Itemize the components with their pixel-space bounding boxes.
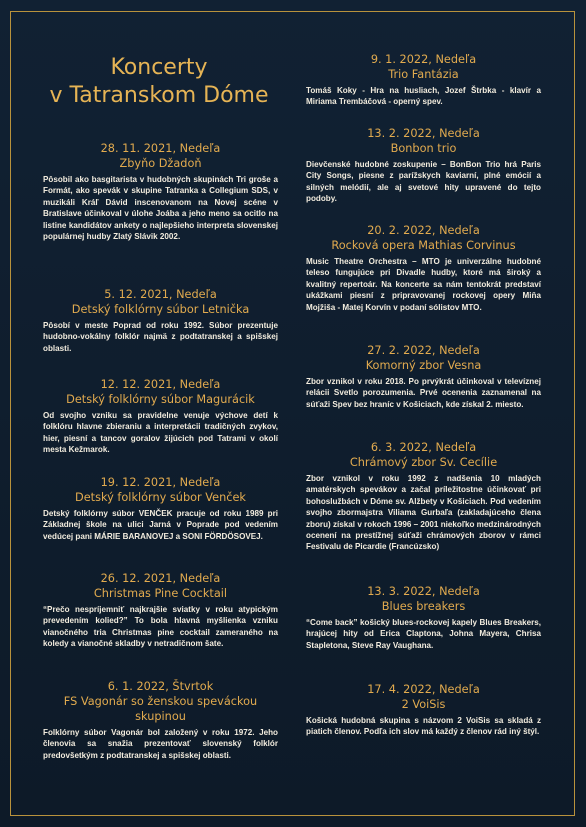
- event-description: Od svojho vzniku sa pravidelne venuje výchove detí k folklóru hlavne zbieraniu a interpretácii tradičných zvykov, hier, piesní a tancov goralov žijúcich pod Tatrami v okolí mesta Kežmarok.: [43, 411, 278, 455]
- event-description: Tomáš Koky - Hra na husliach, Jozef Štrbka - klavír a Miriama Trembáčová - operný spev.: [306, 86, 541, 107]
- event-performer: Detský folklórny súbor Magurácik: [66, 393, 255, 406]
- event-date: 20. 2. 2022, Nedeľa: [367, 224, 480, 237]
- event-letnicka: [43, 287, 278, 354]
- title-line-2: v Tatranskom Dóme: [49, 83, 269, 108]
- event-performer: Chrámový zbor Sv. Cecílie: [349, 456, 498, 469]
- event-zbor-cecilie: [306, 440, 541, 553]
- event-description: “Come back” košický blues-rockovej kapely Blues Breakers, hrajúcej hity od Erica Claptona, Johna Mayera, Chrisa Stapletona, Steve Ray Vaughana.: [306, 618, 541, 650]
- event-trio-fantazia: [306, 52, 541, 108]
- event-performer: Zbyňo Džadoň: [119, 157, 202, 170]
- event-zbyno-dzadon: [43, 141, 278, 242]
- page-title: [28, 54, 290, 110]
- event-date: 6. 3. 2022, Nedeľa: [370, 441, 477, 454]
- event-description: Dievčenské hudobné zoskupenie – BonBon Trio hrá Paris City Songs, piesne z parížskych kaviarní, plné emócií a silných melódií, ale aj svetové hity upravené do tejto podoby.: [306, 160, 541, 204]
- event-performer: Detský folklórny súbor Letnička: [71, 303, 250, 316]
- event-description: “Prečo nespríjemniť najkrajšie sviatky v roku atypickým prevedením kolied?” To bola hlavná myšlienka vzniku vianočného tria Christmas pine cocktail zameraného na koledy a vianočné skladby v netradičnom šate.: [43, 605, 278, 649]
- event-blues-breakers: [306, 584, 541, 651]
- event-date: 26. 12. 2021, Nedeľa: [100, 572, 221, 585]
- event-description: Košická hudobná skupina s názvom 2 VoiSis sa skladá z piatich členov. Podľa ich slov má každý z členov rád iný štýl.: [306, 716, 541, 737]
- event-description: Pôsobil ako basgitarista v hudobných skupinách Tri groše a Formát, ako spevák v skupine Tatranka a Collegium SDS, v muzikáli Kráľ Dávid inscenovanom na Novej scéne v Bratislave účinkoval v úlohe Joába a jeho meno sa ocitlo na listine kandidátov ankety o najlepšieho interpreta slovenskej populárnej hudby Zlatý Slávik 2002.: [43, 175, 278, 242]
- event-performer: Blues breakers: [381, 600, 466, 613]
- event-christmas-pine-cocktail: [43, 571, 278, 650]
- event-date: 13. 3. 2022, Nedeľa: [367, 585, 480, 598]
- event-date: 9. 1. 2022, Nedeľa: [370, 53, 477, 66]
- event-performer: Christmas Pine Cocktail: [93, 587, 228, 600]
- event-date: 6. 1. 2022, Štvrtok: [107, 680, 214, 693]
- event-date: 27. 2. 2022, Nedeľa: [367, 344, 480, 357]
- event-description: Zbor vznikol v roku 1992 z nadšenia 10 mladých amatérskych spevákov a začal príležitostne účinkovať pri bohoslužbách v Dóme sv. Alžbety v Košiciach. Pod vedením svojho zbormajstra Viliama Gurbaľa (zakladajúceho člena zboru) získal v rokoch 1996 – 2001 niekoľko medzinárodných ocenení na prestížnej súťaži chrámových zborov v rámci Festivalu de Picardie (Francúzsko): [306, 474, 541, 552]
- event-maguracik: [43, 377, 278, 456]
- event-performer: Trio Fantázia: [388, 68, 459, 81]
- event-zbor-vesna: [306, 343, 541, 410]
- event-date: 5. 12. 2021, Nedeľa: [104, 288, 217, 301]
- event-performer: Komorný zbor Vesna: [365, 359, 482, 372]
- event-vagonar: [43, 679, 278, 761]
- event-date: 13. 2. 2022, Nedeľa: [367, 127, 480, 140]
- event-date: 17. 4. 2022, Nedeľa: [367, 683, 480, 696]
- event-vencek: [43, 475, 278, 542]
- event-description: Pôsobí v meste Poprad od roku 1992. Súbor prezentuje hudobno-vokálny folklór najmä z podtatranskej a spišskej oblasti.: [43, 321, 278, 353]
- event-performer: FS Vagonár so ženskou speváckou skupinou: [63, 695, 258, 723]
- event-date: 28. 11. 2021, Nedeľa: [100, 142, 221, 155]
- event-description: Folklórny súbor Vagonár bol založený v roku 1972. Jeho členovia sa snažia prezentovať slovenský folklór predovšetkým z podtatranskej a spišskej oblasti.: [43, 728, 278, 760]
- event-date: 12. 12. 2021, Nedeľa: [100, 378, 221, 391]
- event-description: Zbor vznikol v roku 2018. Po prvýkrát účinkoval v televíznej relácii Svetlo porozumenia. Prvé ocenenia zaznamenal na súťaži Spev bez hraníc v Košiciach, kde získal 2. miesto.: [306, 377, 541, 409]
- title-line-1: Koncerty: [110, 55, 208, 80]
- event-performer: Rocková opera Mathias Corvinus: [331, 239, 516, 252]
- event-2-voisis: [306, 682, 541, 738]
- event-performer: Bonbon trio: [390, 142, 457, 155]
- event-bonbon-trio: [306, 126, 541, 205]
- event-description: Music Theatre Orchestra – MTO je univerzálne hudobné teleso fungujúce pri Divadle hudby, ktoré má široký a kvalitný repertoár. Na koncerte sa nám tentokrát predstaví ukážkami piesní z pripravovanej rockovej opery Miňa Mojžiša - Matej Korvín v podaní sólistov MTO.: [306, 257, 541, 312]
- event-performer: 2 VoiSis: [401, 698, 446, 711]
- event-mathias-corvinus: [306, 223, 541, 313]
- event-date: 19. 12. 2021, Nedeľa: [100, 476, 221, 489]
- event-description: Detský folklórny súbor VENČEK pracuje od roku 1989 pri Základnej škole na ulici Jarná v Poprade pod vedením vedúcej pani MÁRIE BARANOVEJ a SONI FÖRDÖSOVEJ.: [43, 509, 278, 541]
- event-performer: Detský folklórny súbor Venček: [75, 491, 246, 504]
